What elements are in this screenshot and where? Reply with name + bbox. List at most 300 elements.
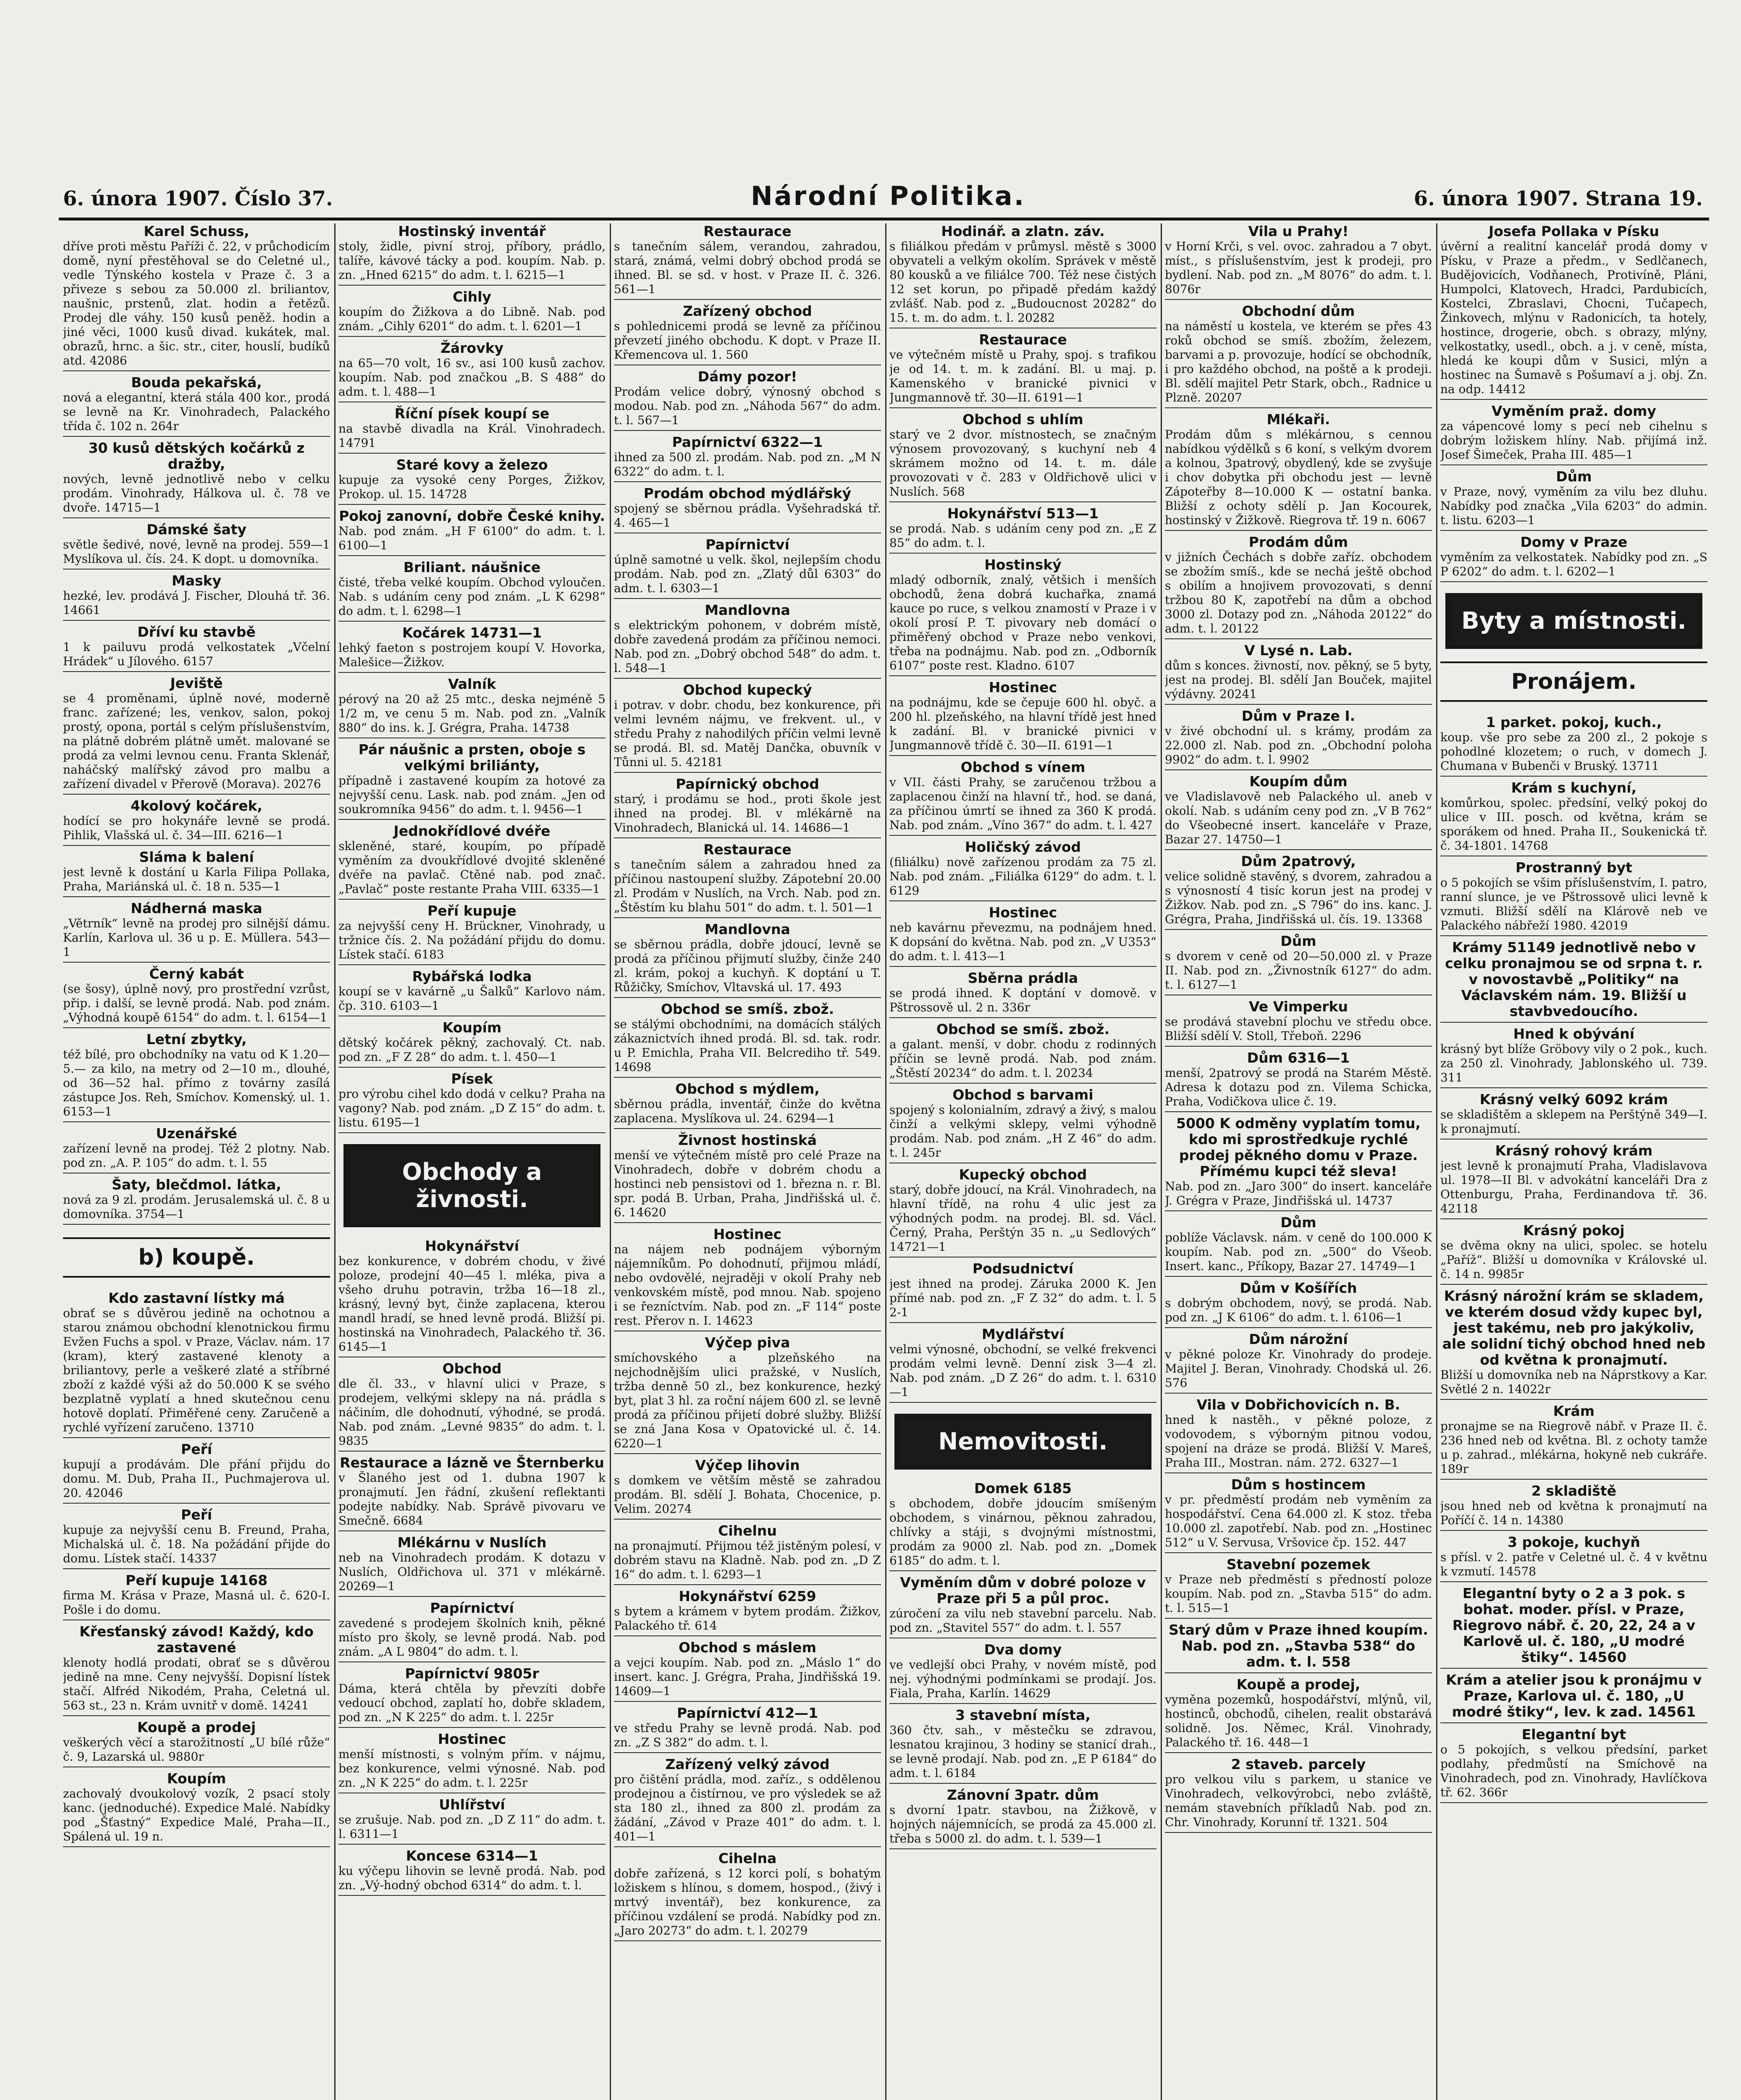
ad-title: Mandlovna [705, 921, 790, 937]
ad-text: se zrušuje. Nab. pod zn. „D Z 11“ do adm. t. l. 6311—1 [338, 1813, 606, 1841]
ad-title: Uzenářské [156, 1125, 237, 1142]
ad-text: o 5 pokojích se všim příslušenstvím, I. patro, ranní slunce, je ve Pštrossově ulici levně k vzmuti. Bližší sdělí na Klárově neb ve Palackého nábřeží 1980. 42019 [1440, 876, 1707, 932]
ad-title: 4kolový kočárek, [131, 798, 262, 814]
column-3 [614, 223, 881, 2100]
ad-title: Obchod se smíš. zbož. [661, 1001, 834, 1017]
ad-text: vyměním za velkostatek. Nabídky pod zn. „S P 6202“ do adm. t. l. 6202—1 [1440, 550, 1707, 578]
ad-text: na stavbě divadla na Král. Vinohradech. 14791 [338, 422, 606, 450]
ad-title: 5000 K odměny vyplatím tomu, kdo mi sprostředkuje rychlé prodej pěkného domu v Praze. Přímému kupci též sleva! [1176, 1115, 1421, 1179]
ad-text: koup. vše pro sebe za 200 zl., 2 pokoje s pohodlné klozetem; o ruch, v domech J. Chumana v Bubenči v Bruský. 13711 [1440, 730, 1707, 773]
ad-text: s filiálkou předám v průmysl. městě s 3000 obyvateli a velkým okolím. Správek v městě 80 kousků a ve filiálce 700. Též nese čistých 12 set korun, po připadě předám každý zvlášť. Nab. pod z. „Budoucnost 20282“ do 15. t. m. do adm. t. l. 20282 [889, 239, 1156, 325]
ad-title: Valník [448, 676, 496, 692]
classified-ad [1440, 1534, 1707, 1582]
ad-title: Krásný pokoj [1523, 1222, 1625, 1239]
classified-ad [63, 849, 330, 897]
ad-title: Ve Vimperku [1249, 998, 1348, 1015]
ad-title: Starý dům v Praze ihned koupím. Nab. pod zn. „Stavba 538“ do adm. t. l. 558 [1169, 1622, 1428, 1670]
ad-title: Cihelna [718, 1850, 777, 1866]
classified-ad [889, 1167, 1156, 1257]
classified-ad [889, 759, 1156, 836]
ad-title: Pokoj zanovní, dobře České knihy. [339, 508, 605, 524]
classified-ad [63, 966, 330, 1028]
ad-title: Restaurace [979, 331, 1067, 348]
classified-ad [614, 1705, 881, 1753]
classified-ad [1165, 1756, 1432, 1833]
ad-title: Sběrna prádla [968, 970, 1078, 986]
ad-title: Hokynářství 6259 [679, 1588, 816, 1604]
ad-text: Bližší u domovníka neb na Náprstkovy a Kar. Světlé 2 n. 14022r [1440, 1368, 1707, 1396]
ad-text: „Větrník“ levně na prodej pro silnější dámu. Karlín, Karlova ul. 36 u p. E. Müllera. 543—1 [63, 916, 330, 959]
classified-ad [63, 1441, 330, 1504]
ad-text: sběrnou prádla, inventář, činže do května zaplacena. Myslíkova ul. 24. 6294—1 [614, 1097, 881, 1125]
ad-title: Zánovní 3patr. dům [947, 1787, 1099, 1803]
classified-ad [63, 223, 330, 371]
classified-ad [1165, 1280, 1432, 1328]
ad-title: Hostinský inventář [398, 223, 546, 239]
classified-ad [1165, 1050, 1432, 1112]
ad-title: 1 parket. pokoj, kuch., [1486, 714, 1662, 730]
classified-ad [889, 1787, 1156, 1849]
classified-ad [1165, 933, 1432, 995]
classified-ad [338, 676, 606, 738]
classified-ad [889, 970, 1156, 1018]
ad-text: ku výčepu lihovin se levně prodá. Nab. pod zn. „Vý-hodný obchod 6314“ do adm. t. l. [338, 1864, 606, 1892]
ad-text: menší, 2patrový se prodá na Starém Městě. Adresa k dotazu pod zn. Vilema Schicka, Praha, Vodičkova ulice č. 19. [1165, 1066, 1432, 1108]
ad-text: s dvorní 1patr. stavbou, na Žižkově, v hojných nájemnících, se prodá za 45.000 zl. třeba s 5000 zl. do adm. t. l. 539—1 [889, 1803, 1156, 1845]
ad-title: Hostinec [438, 1731, 506, 1747]
header-date-issue: 6. února 1907. Číslo 37. [63, 187, 333, 210]
ad-title: Restaurace [703, 841, 792, 858]
ad-text: smíchovského a plzeňského na nejchodnějším ulici pražské, v Nuslích, tržba denně 50 zl., bez konkurence, hezký byt, plat 3 hl. za roční nájem 600 zl. se levně prodá za příčinou přijetí dobré služby. Bližší se zná Jana Kosa v Opatovické ul. č. 14. 6220—1 [614, 1351, 881, 1450]
ad-title: Restaurace a lázně ve Šternberku [340, 1454, 604, 1471]
classified-ad [889, 1575, 1156, 1638]
ad-title: Dámy pozor! [697, 368, 797, 385]
ad-text: s bytem a krámem v bytem prodám. Žižkov, Palackého tř. 614 [614, 1604, 881, 1633]
classified-ad [1440, 1483, 1707, 1531]
ad-text: v Šlaného jest od 1. dubna 1907 k pronajmutí. Jen řádní, zkušení reflektanti podejte nabídky. Nab. Správě pivovaru ve Smečně. 6684 [338, 1471, 606, 1528]
classified-ad [889, 1480, 1156, 1571]
ad-text: zúročení za vilu neb stavební parcelu. Nab. pod zn. „Stavitel 557“ do adm. t. l. 557 [889, 1606, 1156, 1635]
classified-ad [338, 1848, 606, 1896]
ad-text: na 65—70 volt, 16 sv., asi 100 kusů zachov. koupím. Nab. pod značkou „B. S 488“ do adm. t. l. 488—1 [338, 356, 606, 399]
ad-text: v Praze neb předměstí s předností poloze koupím. Nab. pod zn. „Stavba 515“ do adm. t. l. 515—1 [1165, 1572, 1432, 1615]
classified-ad [889, 1326, 1156, 1403]
section-heading: Pronájem. [1440, 662, 1707, 702]
classified-ad [889, 506, 1156, 554]
ad-text: Dáma, která chtěla by převzíti dobře vedoucí obchod, zaplatí ho, dobře skladem, pod zn. „N K 225“ do adm. t. l. 225r [338, 1682, 606, 1724]
ad-title: Cihly [453, 289, 491, 305]
ad-title: Dříví ku stavbě [137, 624, 256, 640]
ad-title: Mandlovna [705, 602, 790, 618]
ad-text: neb na Vinohradech prodám. K dotazu v Nuslích, Oldřichova ul. 371 v mlékárně. 20269—1 [338, 1551, 606, 1593]
ad-text: též bílé, pro obchodníky na vatu od K 1.20—5.— za kilo, na metry od 2—10 m., dlouhé, od 36—52 hal. přímo z továrny zasílá zástupce Jos. Reh, Smíchov. Komenský. ul. 1. 6153—1 [63, 1047, 330, 1118]
classified-ad [1165, 1477, 1432, 1553]
ad-title: Krám s kuchyní, [1511, 780, 1637, 796]
ad-text: nová za 9 zl. prodám. Jerusalemská ul. č. 8 u domovníka. 3754—1 [63, 1193, 330, 1221]
ad-text: pro výrobu cihel kdo dodá v celku? Praha na vagony? Nab. pod znám. „D Z 15“ do adm. t. listu. 6195—1 [338, 1087, 606, 1129]
classified-ad [63, 1572, 330, 1620]
ad-text: v Praze, nový, vyměním za vilu bez dluhu. Nabídky pod značka „Vila 6203“ do admin. t. listu. 6203—1 [1440, 485, 1707, 527]
classified-ad [338, 457, 606, 505]
ad-text: obrať se s důvěrou jedině na ochotnou a starou známou obchodní klenotnickou firmu Evžen Fuchs a spol. v Praze, Václav. nám. 17 (kram), který zastavené klenoty a briliantovy, perle a veškeré zlaté a stříbrné zboží z každé výši až do 50.000 K se svého bezplatně vyplatí a hned skutečnou cenu hotově doplatí. Přiměřené ceny. Zaručeně a rychlé vyřízení zaručeno. 13710 [63, 1306, 330, 1434]
ad-text: starý, i prodámu se hod., proti škole jest ihned na prodej. Bl. v mlékárně na Vinohradech, Blanická ul. 14. 14686—1 [614, 792, 881, 835]
classified-ad [338, 903, 606, 965]
ad-text: se 4 proměnami, úplně nové, moderně franc. zařízené; les, venkov, salon, pokoj prostý, opona, portál s celým příslušenstvím, na plátně dobrém plátně umět. malované se prodá za velmi levnou cenu. Franta Sklenář, naháčský malířský závod pro malbu a zařízení divadel v Přerově (Morava). 20276 [63, 691, 330, 791]
classified-ad [1440, 940, 1707, 1023]
ad-title: Kočárek 14731—1 [402, 625, 542, 641]
ad-title: Písek [451, 1071, 493, 1087]
ad-title: 30 kusů dětských kočárků z dražby, [88, 440, 305, 472]
ad-title: Koupě a prodej, [1236, 1676, 1361, 1693]
ad-title: Koupím dům [1249, 773, 1348, 790]
classified-ad [614, 1523, 881, 1585]
ad-text: velmi výnosné, obchodní, se velké frekvenci prodám velmi levně. Denní zisk 3—4 zl. Nab. pod znám. „D Z 26“ do adm. t. l. 6310—1 [889, 1342, 1156, 1399]
ad-title: Koupě a prodej [137, 1719, 256, 1735]
ad-title: Dva domy [984, 1641, 1062, 1658]
ad-text: nových, levně jednotlivě nebo v celku prodám. Vinohrady, Hálkova ul. č. 78 ve dvoře. 14715—1 [63, 472, 330, 514]
ad-title: 2 skladiště [1531, 1483, 1617, 1499]
ad-title: 2 staveb. parcely [1231, 1756, 1366, 1772]
ad-title: Holičský závod [965, 839, 1081, 855]
column-1 [63, 223, 330, 2100]
ad-title: Dům 6316—1 [1247, 1050, 1350, 1066]
classified-ad [338, 1797, 606, 1845]
ad-text: s tanečním sálem, verandou, zahradou, stará, známá, velmi dobrý obchod prodá se ihned. Bl. se sd. v host. v Praze II. č. 326. 561—1 [614, 239, 881, 296]
classified-ad [338, 1600, 606, 1662]
column-divider [334, 223, 336, 2100]
ad-title: Obchod se smíš. zbož. [936, 1021, 1110, 1037]
classified-ad [614, 1132, 881, 1223]
classified-ad [338, 1535, 606, 1597]
ad-title: Krám a atelier jsou k pronájmu v Praze, Karlova ul. č. 180, „U modré štiky“, lev. k zad. 14561 [1446, 1672, 1702, 1720]
ad-title: Letní zbytky, [146, 1031, 247, 1047]
classified-ad [63, 1507, 330, 1569]
ad-text: v pěkné poloze Kr. Vinohrady do prodeje. Majitel J. Beran, Vinohrady. Chodská ul. 26. 576 [1165, 1347, 1432, 1390]
classified-ad [63, 1177, 330, 1225]
ad-title: Papírnictví 9805r [405, 1665, 539, 1682]
ad-text: zachovalý dvoukolový vozík, 2 psací stoly kanc. (jednoduché). Expedice Malé. Nabídky pod „Šťastný“ Expedice Malé, Praha—II., Spálená ul. 19 n. [63, 1787, 330, 1843]
classified-ad [338, 1020, 606, 1068]
ad-title: Křesťanský závod! Každý, kdo zastavené [79, 1623, 314, 1656]
ad-title: Papírnictví 6322—1 [672, 434, 823, 450]
ad-title: Domek 6185 [974, 1480, 1072, 1496]
ad-text: dům s konces. živností, nov. pěkný, se 5 byty, jest na prodej. Bl. sdělí Jan Bouček, majitel výdávny. 20241 [1165, 659, 1432, 701]
classified-ad [1165, 223, 1432, 300]
ad-title: Kupecký obchod [959, 1166, 1087, 1183]
classified-ad [63, 675, 330, 795]
classified-ad [63, 624, 330, 672]
ad-text: firma M. Krása v Praze, Masná ul. č. 620-I. Pošle i do domu. [63, 1588, 330, 1617]
ad-title: Obchod s barvami [952, 1087, 1093, 1103]
ad-title: Dům nárožní [1249, 1331, 1348, 1347]
ad-title: Elegantní byty o 2 a 3 pok. s bohat. moder. přísl. v Praze, Riegrovo nábř. č. 20, 22, 24 a v Karlově ul. č. 180, „U modré štiky“. 14560 [1452, 1585, 1696, 1665]
ad-text: v Horní Krči, s vel. ovoc. zahradou a 7 obyt. míst., s příslušenstvím, jest k prodeji, pro bydlení. Nab. pod zn. „M 8076“ do adm. t. l. 8076r [1165, 239, 1432, 296]
ad-title: Dům s hostincem [1231, 1476, 1366, 1493]
classified-ad [338, 508, 606, 556]
classified-ad [338, 1666, 606, 1728]
ad-text: Prodám velice dobrý, výnosný obchod s modou. Nab. pod zn. „Náhoda 567“ do adm. t. l. 567—1 [614, 385, 881, 427]
ad-text: za vápencové lomy s pecí neb cihelnu s dobrým ložiskem hlíny. Nab. přijímá inž. Josef Šimeček, Praha III. 485—1 [1440, 419, 1707, 462]
classified-ad [338, 223, 606, 286]
ad-title: Hostinský [984, 556, 1062, 573]
classified-ad [63, 573, 330, 621]
ad-text: koupí se v kavárně „u Šalků“ Karlovo nám. čp. 310. 6103—1 [338, 984, 606, 1013]
ad-text: s dobrým obchodem, nový, se prodá. Nab. pod zn. „J K 6106“ do adm. t. l. 6106—1 [1165, 1296, 1432, 1324]
ad-text: pro velkou vilu s parkem, u stanice ve Vinohradech, velkovýrobci, nebo zvláště, nemám stavebních příkladů Nab. pod zn. Chr. Vinohrady, Korunní tř. 1321. 504 [1165, 1772, 1432, 1829]
classified-ad [889, 839, 1156, 901]
ad-text: a galant. menší, v dobr. chodu z rodinných příčin se levně prodá. Nab. pod znám. „Štěstí 20234“ do adm. t. l. 20234 [889, 1037, 1156, 1080]
classified-ad [63, 522, 330, 570]
ad-title: Mydlářství [981, 1326, 1065, 1342]
ad-title: Prodám obchod mýdlářský [643, 485, 852, 501]
classified-ad [614, 1081, 881, 1129]
ad-text: na náměstí u kostela, ve kterém se přes 43 roků obchod se smíš. zbožím, železem, barvami a p. provozuje, hodící se obchodník, i pro každého obchod, na poště a k prodeji. Bl. sdělí majitel Petr Stark, obch., Radnice u Plzně. 20207 [1165, 319, 1432, 404]
ad-title: V Lysé n. Lab. [1244, 642, 1353, 659]
classified-ad [338, 406, 606, 454]
classified-ad [1165, 774, 1432, 850]
classified-ad [63, 1032, 330, 1122]
ad-title: Zařízený velký závod [665, 1756, 830, 1772]
classified-ad [1440, 469, 1707, 531]
ad-title: Briliant. náušnice [403, 559, 541, 575]
ad-text: Nab. pod znám. „H F 6100“ do adm. t. l. 6100—1 [338, 524, 606, 552]
classified-ad [1440, 1672, 1707, 1723]
ad-text: kupuje za nejvyšší cenu B. Freund, Praha, Michalská ul. č. 18. Na požádání přijde do domu. Lístek stačí. 14337 [63, 1523, 330, 1565]
ad-text: s tanečním sálem a zahradou hned za příčinou nastoupení služby. Zápotební 20.00 zl. Prodám v Nuslích, na Vrch. Nab. pod zn. „Štěstím ku blahu 501“ do adm. t. l. 501—1 [614, 858, 881, 914]
classified-ad [63, 1719, 330, 1767]
ad-text: v živé obchodní ul. s krámy, prodám za 22.000 zl. Nab. pod zn. „Obchodní poloha 9902“ do adm. t. l. 9902 [1165, 724, 1432, 766]
classified-ad [1165, 643, 1432, 705]
ad-title: Bouda pekařská, [131, 374, 262, 391]
ad-title: Staré kovy a železo [396, 457, 548, 473]
ad-title: Žárovky [440, 340, 504, 356]
ad-text: hned k nastěh., v pěkné poloze, z vodovodem, s výborným pitnou vodou, spojení na dráze se prodá. Bližší V. Mareš, Praha III., Mostran. nám. 272. 6327—1 [1165, 1413, 1432, 1470]
ad-text: se sběrnou prádla, dobře jdoucí, levně se prodá za příčinou přijmutí služby, činže 240 zl. krám, pokoj a kuchyň. K doptání u T. Růžičky, Smíchov, Vltavská ul. 17. 493 [614, 937, 881, 994]
header-date-page: 6. února 1907. Strana 19. [1413, 187, 1703, 210]
column-6 [1440, 223, 1707, 2100]
ad-title: Krásný rohový krám [1495, 1142, 1653, 1159]
ad-text: Nab. pod zn. „Jaro 300“ do insert. kanceláře J. Grégra v Praze, Jindřišská ul. 14737 [1165, 1179, 1432, 1208]
classified-ad [1440, 403, 1707, 465]
classified-ad [1165, 853, 1432, 930]
classified-ad [1165, 412, 1432, 531]
classified-ad [63, 1771, 330, 1847]
ad-title: Krásný velký 6092 krám [1479, 1091, 1668, 1108]
classified-ad [1165, 999, 1432, 1047]
ad-text: ve Vladislavově neb Palackého ul. aneb v okolí. Nab. s udáním ceny pod zn. „V B 762“ do Všeobecné insert. kanceláře v Praze, Bazar 27. 14750—1 [1165, 790, 1432, 846]
ad-text: dle čl. 33., v hlavní ulici v Praze, s prodejem, velkými sklepy na ná. prádla s náčiním, dle dohodnutí, výhodné, se prodá. Nab. pod znám. „Levné 9835“ do adm. t. l. 9835 [338, 1377, 606, 1448]
classified-ad [1440, 714, 1707, 777]
ad-title: Mlékaři. [1266, 411, 1330, 428]
ad-title: Stavební pozemek [1226, 1556, 1371, 1572]
ad-text: hezké, lev. prodává J. Fischer, Dlouhá tř. 36. 14661 [63, 589, 330, 617]
ad-text: se prodává stavební plochu ve středu obce. Bližší sdělí V. Stoll, Třeboň. 2296 [1165, 1015, 1432, 1043]
classified-ad [1165, 303, 1432, 408]
ad-title: Vyměním praž. domy [1491, 403, 1657, 419]
ad-text: nová a elegantní, která stála 400 kor., prodá se levně na Kr. Vinohradech, Palackého třída č. 102 n. 264r [63, 391, 330, 433]
classified-ad [338, 823, 606, 900]
classified-ad [889, 332, 1156, 408]
classified-ad [1440, 780, 1707, 856]
ad-title: Prodám dům [1248, 534, 1348, 550]
ad-text: v pr. předměstí prodám neb vyměním za hospodářství. Cena 64.000 zl. K stoz. třeba 10.000 zl. zapotřebí. Nab. pod zn. „Hostinec 512“ u V. Servusa, Vršovice čp. 152. 447 [1165, 1493, 1432, 1549]
classified-ad [614, 369, 881, 431]
classified-ad [338, 559, 606, 622]
classified-ad [1440, 860, 1707, 936]
classified-ad [614, 537, 881, 599]
classified-ad [614, 682, 881, 773]
ad-title: Peří [181, 1507, 212, 1523]
ad-text: jsou hned neb od května k pronajmutí na Poříčí č. 14 n. 14380 [1440, 1499, 1707, 1527]
classified-ad [63, 900, 330, 963]
ad-text: jest ihned na prodej. Záruka 2000 K. Jen přímé nab. pod zn. „F Z 32“ do adm. t. l. 5 2-1 [889, 1277, 1156, 1319]
classified-ad [338, 340, 606, 402]
ad-text: spojený se sběrnou prádla. Vyšehradská tř. 4. 465—1 [614, 501, 881, 530]
ad-title: Obchod s mýdlem, [675, 1081, 820, 1097]
ad-title: Obchod s uhlím [962, 411, 1083, 428]
classified-ad [889, 557, 1156, 676]
ad-title: Domy v Praze [1520, 534, 1628, 550]
classified-ad [1165, 534, 1432, 639]
classified-ad [889, 1087, 1156, 1163]
column-5 [1165, 223, 1432, 2100]
ad-title: 3 pokoje, kuchyň [1508, 1534, 1640, 1550]
page-header [63, 178, 1703, 216]
ad-title: Říční písek koupí se [394, 405, 550, 422]
classified-ad [338, 625, 606, 673]
ad-title: Obchod s vínem [960, 759, 1086, 775]
ad-text: případně i zastavené koupím za hotové za nejvyšší cenu. Lask. nab. pod znám. „Jen od soukromníka 9456“ do adm. t. l. 9456—1 [338, 774, 606, 816]
ad-title: Hostinec [988, 904, 1057, 921]
ad-text: jest levně k pronajmutí Praha, Vladislavova ul. 1978—II Bl. v advokátní kanceláři Dra z Ottenburgu, Praha, Ferdinandova tř. 36. 42118 [1440, 1159, 1707, 1215]
classified-ad [1440, 1403, 1707, 1480]
header-rule [59, 218, 1709, 220]
ad-title: Kdo zastavní lístky má [108, 1290, 285, 1306]
ad-title: Koupím [442, 1019, 502, 1036]
classified-ad [614, 223, 881, 300]
ad-title: Masky [171, 572, 222, 589]
classified-ad [338, 1455, 606, 1531]
ad-text: čisté, třeba velké koupím. Obchod vyloučen. Nab. s udáním ceny pod znám. „L K 6298“ do adm. t. l. 6298—1 [338, 575, 606, 618]
ad-text: se prodá ihned. K doptání v domově. v Pštrossově ul. 2 n. 336r [889, 986, 1156, 1014]
classified-ad [1440, 1092, 1707, 1139]
ad-title: Dům [1556, 468, 1592, 485]
ad-text: mladý odborník, znalý, většich i menších obchodů, žena dobrá kuchařka, znamá kauce po ruce, s velkou znamostí v Praze i v okolí prosí P. T. pivovary neb domácí o přiměřený obchod v Praze nebo venkovi, třeba na podnájmu. Nab. pod zn. „Odborník 6107“ poste rest. Kladno. 6107 [889, 573, 1156, 672]
classified-ad [1440, 1288, 1707, 1400]
classified-ad [614, 776, 881, 838]
ad-text: úvěrní a realitní kancelář prodá domy v Písku, v Praze a předm., v Sedlčanech, Budějovicích, Vodňanech, Protivíně, Pláni, Humpolci, Klatovech, Hradci, Pardubicích, Kostelci, Zbraslavi, Chocni, Tučapech, Žinkovech, mlýnu v Radonicích, ta hotely, hostince, drogerie, obch. s obrazy, mlýny, velkostatky, usedl., obch. a j. v ceně, místa, hledá ke koupi dům v Susici, mlýn a hostinec na Šumavě s Pošumaví a j. obj. Zn. na odp. 14412 [1440, 239, 1707, 396]
ad-text: na pronajmutí. Přijmou též jistěným polesí, v dobrém stavu na Kladně. Nab. pod zn. „D Z 16“ do adm. t. l. 6293—1 [614, 1539, 881, 1581]
classified-ad [614, 303, 881, 365]
classified-ad [1440, 1727, 1707, 1803]
section-heading: b) koupě. [63, 1237, 330, 1278]
ad-title: Dům [1280, 933, 1316, 949]
ad-text: na podnájmu, kde se čepuje 600 hl. obyč. a 200 hl. plzeňského, na hlavní třídě jest hned k zadání. Bl. v branické pivnici v Jungmannově třídě č. 30—II. 6191—1 [889, 696, 1156, 752]
classified-ad [889, 1642, 1156, 1704]
classified-ad [338, 969, 606, 1016]
classified-ad [338, 1071, 606, 1133]
section-banner: Nemovitosti. [894, 1414, 1151, 1470]
ad-text: menší ve výtečném místě pro celé Praze na Vinohradech, dobře v dobrém chodu a hostinci neb pensistovi od 1. března n. r. Bl. spr. podá B. Urban, Praha, Jindřišská ul. č. 6. 14620 [614, 1148, 881, 1219]
classified-ad [1165, 1215, 1432, 1277]
classified-ad [1165, 1622, 1432, 1673]
ad-title: Sláma k balení [139, 849, 254, 865]
ad-text: pérový na 20 až 25 mtc., deska nejméně 5 1/2 m, ve cenu 5 m. Nab. pod zn. „Valník 880“ do ins. k. J. Grégra, Praha. 14738 [338, 692, 606, 735]
ad-title: Hostinec [713, 1226, 782, 1242]
ad-text: v jižních Čechách s dobře zaříz. obchodem se zbožím smíš., kde se nechá ještě obchod s obilím a hnojivem provozovati, s denní tržbou 80 K, zapotřebí na dům a obchod 3000 zl. Dotazy pod zn. „Náhoda 20122“ do adm. t. l. 20122 [1165, 550, 1432, 635]
ad-text: dobře zařízená, s 12 korci polí, s bohatým ložiskem s hlínou, s domem, hospod., (živý i mrtvý inventář), bez konkurence, za příčinou vzdálení se prodá. Nabídky pod zn. „Jaro 20273“ do adm. t. l. 20279 [614, 1866, 881, 1937]
ad-text: ve středu Prahy se levně prodá. Nab. pod zn. „Z S 382“ do adm. t. l. [614, 1721, 881, 1749]
classified-ad [889, 680, 1156, 756]
ad-title: Peří [181, 1441, 212, 1457]
ad-title: Obchod [442, 1360, 502, 1377]
ad-title: Hokynářství 513—1 [947, 505, 1099, 522]
classified-ad [614, 1640, 881, 1702]
ad-text: ihned za 500 zl. prodám. Nab. pod zn. „M N 6322“ do adm. t. l. [614, 450, 881, 478]
ad-title: Výčep piva [705, 1334, 790, 1351]
ad-title: Výčep lihovin [695, 1457, 800, 1473]
ad-text: Prodám dům s mlékárnou, s cennou nabídkou výdělků s 6 koní, s velkým dvorem a kolnou, 3patrový, obydlený, kde se zvyšuje i chov dobytka při obchodu jest — levně Zápoteřby 8—10.000 K — ostatní banka. Bližší z ochoty sdělí p. Jan Kocourek, hostinský v Žižkově. Riegrova tř. 19 n. 6067 [1165, 428, 1432, 527]
ad-text: a vejci koupím. Nab. pod zn. „Máslo 1“ do insert. kanc. J. Grégra, Praha, Jindřišská 19. 14609—1 [614, 1656, 881, 1698]
ad-text: pro čištění prádla, mod. zaříz., s oddělenou prodejnou a čistírnou, ve pro výsledek se až sta 180 zl., ihned za 800 zl. prodám za žádání, „Závod v Praze 401“ do adm. t. l. 401—1 [614, 1772, 881, 1843]
ad-text: za nejvyšší ceny H. Brückner, Vinohrady, u tržnice čís. 2. Na požádání přijdu do domu. Lístek stačí. 6183 [338, 919, 606, 961]
ad-text: zavedené s prodejem školních knih, pěkné místo pro školy, se levně prodá. Nab. pod znám. „A L 9804“ do adm. t. l. [338, 1616, 606, 1659]
classified-ad [338, 1238, 606, 1357]
ad-title: Hodinář. a zlatn. záv. [941, 223, 1105, 239]
classified-ad [614, 1226, 881, 1331]
classified-ad [63, 1624, 330, 1716]
classified-ad [1440, 534, 1707, 582]
ad-text: veškerých věcí a starožitností „U bílé růže“ č. 9, Lazarská ul. 9880r [63, 1735, 330, 1764]
classified-ad [1165, 1397, 1432, 1473]
ad-title: Jednokřídlové dvéře [393, 823, 551, 839]
classified-ad [614, 1588, 881, 1636]
ad-title: Dům [1280, 1214, 1316, 1231]
ad-text: (se šosy), úplně nový, pro prostřední vzrůst, přip. i další, se levně prodá. Nab. pod znám. „Výhodná koupě 6154“ do adm. t. l. 6154—1 [63, 982, 330, 1024]
ad-title: Nádherná maska [131, 900, 262, 916]
ad-text: menší místnosti, s volným přím. v nájmu, bez konkurence, velmi výnosné. Nab. pod zn. „N K 225“ do adm. t. l. 225r [338, 1747, 606, 1790]
classified-ad [614, 1457, 881, 1520]
ad-title: Restaurace [703, 223, 792, 239]
ad-title: Koncese 6314—1 [406, 1848, 538, 1864]
ad-text: s přísl. v 2. patře v Celetné ul. č. 4 v květnu k vzmutí. 14578 [1440, 1550, 1707, 1578]
classified-ad [63, 798, 330, 846]
classified-ad [63, 1126, 330, 1173]
ad-text: se skladištěm a sklepem na Perštýně 349—I. k pronajmutí. [1440, 1108, 1707, 1136]
ad-title: Vila v Dobřichovicích n. B. [1196, 1396, 1400, 1413]
ad-title: Hostinec [988, 679, 1057, 696]
ad-title: Živnost hostinská [678, 1132, 817, 1148]
ad-text: úplně samotné u velk. škol, nejlepším chodu prodám. Nab. pod zn. „Zlatý důl 6303“ do adm. t. l. 6303—1 [614, 553, 881, 595]
ad-title: Obchod s máslem [678, 1639, 817, 1656]
ad-text: světle šedivé, nové, levně na prodej. 559—1 Myslíkova ul. čís. 24. K dopt. u domovníka. [63, 538, 330, 566]
ad-title: Krámy 51149 jednotlivě nebo v celku pronajmou se od srpna t. r. v novostavbě „Politiky“ na Václavském nám. 19. Bližší u stavbvedoucího. [1445, 939, 1703, 1019]
classified-ad [1165, 1677, 1432, 1753]
ad-title: Papírnictví [705, 536, 789, 553]
ad-text: v VII. části Prahy, se zaručenou tržbou a zaplacenou činží na hlavní tř., hod. se daná, za příčinou úmrtí se ihned za 360 K prodá. Nab. pod znám. „Víno 367“ do adm. t. l. 427 [889, 775, 1156, 832]
classified-ad [1440, 223, 1707, 400]
ad-text: i potrav. v dobr. chodu, bez konkurence, při velmi levném nájmu, ve frekvent. ul., v středu Prahy z nahodilých příčin velmi levně se prodá. Bl. sd. Matěj Dančka, obuvník v Tůnni ul. 5. 42181 [614, 698, 881, 769]
ad-text: lehký faeton s postrojem koupí V. Hovorka, Malešice—Žižkov. [338, 641, 606, 669]
classified-ad [338, 742, 606, 820]
classified-ad [614, 602, 881, 679]
ad-text: na nájem neb podnájem výborným nájemníkům. Po dohodnutí, přijmou mládí, nebo ovdovělé, nejraději v okolí Prahy neb venkovském místě, pod mnou. Nab. spojeno i se řezníctvím. Nab. pod zn. „F 114“ poste rest. Přerov n. I. 14623 [614, 1242, 881, 1328]
ad-text: poblíže Václavsk. nám. v ceně do 100.000 K koupím. Nab. pod zn. „500“ do Všeob. Insert. kanc., Příkopy, Bazar 27. 14749—1 [1165, 1231, 1432, 1273]
ad-text: s dvorem v ceně od 20—50.000 zl. v Praze II. Nab. pod zn. „Živnostník 6127“ do adm. t. l. 6127—1 [1165, 949, 1432, 992]
ad-text: ve vedlejší obci Prahy, v novém místě, pod nej. výhodnými podmínkami se prodají. Jos. Fiala, Praha, Karlín. 14629 [889, 1658, 1156, 1700]
ad-title: Cihelnu [718, 1522, 777, 1539]
classified-ad [1165, 1116, 1432, 1211]
